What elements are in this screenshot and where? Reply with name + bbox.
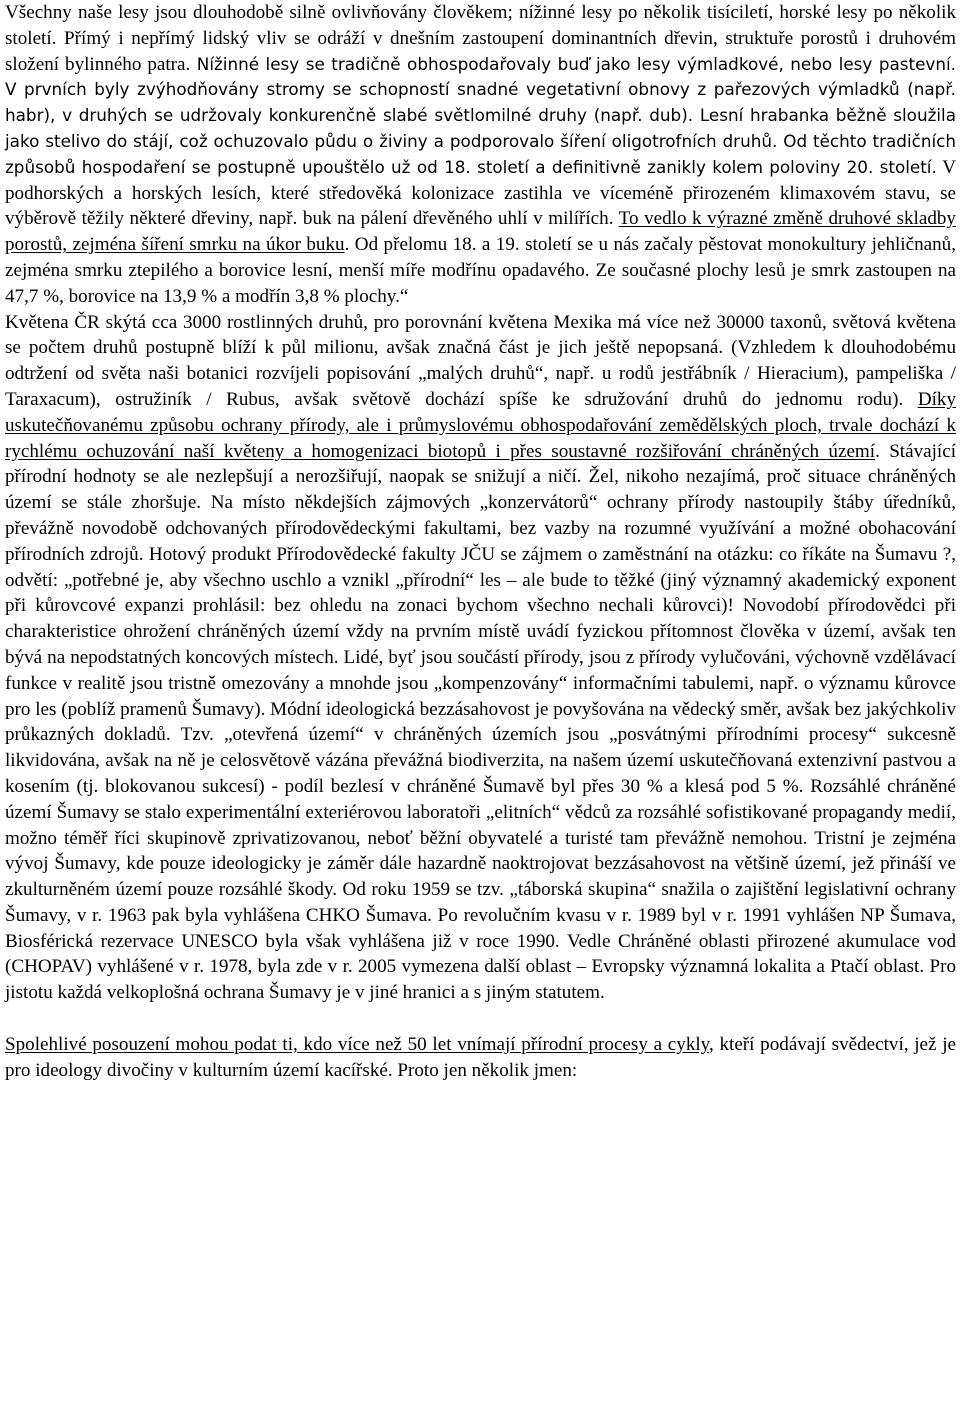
paragraph-flora [5, 310, 956, 1007]
underlined-text-segment: Spolehlivé posouzení mohou podat ti, kdo více než 50 let vnímají přírodní procesy a cykly [5, 1033, 709, 1055]
paragraph-witnesses [5, 1032, 956, 1084]
text-segment-litter: Lesní hrabanka běžně sloužila jako stelivo do stájí, což ochuzovalo půdu o živiny a podporovalo šíření oligotrofních druhů. Od těchto tradičních způsobů hospodaření se postupně upouštělo už od 18. století a definitivně zanikly kolem poloviny 20. století. [5, 105, 957, 177]
underlined-text-segment: Díky uskutečňovanému způsobu ochrany přírody, ale i průmyslovému obhospodařování zemědělských ploch, trvale dochází k rychlému ochuzování naší květeny a homogenizaci biotopů i přes soustavné rozšiřování chráněných území [5, 388, 956, 462]
underlined-text-segment: To vedlo k výrazné změně druhové skladby porostů, zejména šíření smrku na úkor buku [5, 208, 956, 256]
text-segment: Květena ČR skýtá cca 3000 rostlinných druhů, pro porovnání květena Mexika má více než 30000 taxonů, světová květena se počtem druhů postupně blíží k půl milionu, avšak značná část je jich ještě nepopsaná. (Vzhledem k dlouhodobému odtržení od světa naši botanici rozvíjeli popisování „malých druhů“, např. u rodů jestřábník / Hieracium), pampeliška / Taraxacum), ostružiník / Rubus, avšak světově dochází spíše ke sdružování druhů do jednomu rodu). [5, 311, 956, 410]
text-segment: . Od přelomu 18. a 19. století se u nás začaly pěstovat monokultury jehličnanů, zejména smrku ztepilého a borovice lesní, menší míře modřínu opadavého. Ze současné plochy lesů je smrk zastoupen na 47,7 %, borovice na 13,9 % a modřín 3,8 % plochy.“ [5, 234, 956, 307]
paragraph-forest-history [5, 0, 956, 310]
text-segment: Všechny naše lesy jsou dlouhodobě silně ovlivňovány člověkem; nížinné lesy po několik tisíciletí, horské lesy po několik století. Přímý i nepřímý lidský vliv se odráží v dnešním zastoupení dominantních dřevin, struktuře porostů i druhovém složení bylinného patra. [5, 2, 956, 75]
text-segment: , kteří podávají svědectví, jež je pro ideology divočiny v kulturním území kacířské. Proto jen několik jmen: [5, 1033, 956, 1081]
text-segment: V podhorských a horských lesích, které středověká kolonizace zastihla ve víceméně přirozeném klimaxovém stavu, se výběrově těžily některé dřeviny, např. buk na pálení dřevěného uhlí v milířích. [5, 156, 956, 230]
text-segment-lowland-forests: Nížinné lesy se tradičně obhospodařovaly buď jako lesy výmladkové, nebo lesy pastevní. V prvních byly zvýhodňovány stromy se schopností snadné vegetativní obnovy z pařezových výmladků (např. habr), v druhých se udržovaly konkurenčně slabé světlomilné druhy (např. dub). [5, 53, 956, 126]
paragraph-spacer [5, 1006, 956, 1032]
text-segment: . Stávající přírodní hodnoty se ale nezlepšují a nerozšiřují, naopak se snižují a ničí. Žel, nikoho nezajímá, proč situace chráněných území se stále zhoršuje. Na místo někdejších zájmových „konzervátorů“ ochrany přírody nastoupily štáby úředníků, převážně novodobě odchovaných přírodovědeckými fakultami, bez vazby na rozumné využívání a možné obohacování přírodních zdrojů. Hotový produkt Přírodovědecké fakulty JČU se zájmem o zaměstnání na otázku: co říkáte na Šumavu ?, odvětí: „potřebné je, aby všechno uschlo a vznikl „přírodní“ les – ale bude to těžké (jiný významný akademický exponent při kůrovcové expanzi prohlásil: bez ohledu na zonaci bychom všechno nechali kůrovci)! Novodobí přírodovědci při charakteristice ohrožení chráněných území vždy na prvním místě uvádí fyzickou přítomnost člověka v území, avšak ten bývá na nepodstatných koncových místech. Lidé, byť jsou součástí přírody, jsou z přírody vylučováni, výchovně vzdělávací funkce v realitě jsou tristně omezovány a mnohde jsou „kompenzovány“ informačními tabulemi, např. o významu kůrovce pro les (poblíž pramenů Šumavy). Módní ideologická bezzásahovost je povyšována na vědecký směr, avšak bez jakýchkoliv průkazných dokladů. Tzv. „otevřená území“ v chráněných územích jsou „posvátnými přírodními procesy“ sukcesně likvidována, avšak na ně je celosvětově vázána převážná biodiverzita, na našem území uskutečňovaná extenzivní pastvou a kosením (tj. blokovanou sukcesí) - podíl bezlesí v chráněné Šumavě byl přes 30 % a klesá pod 5 %. Rozsáhlé chráněné území Šumavy se stalo experimentální exteriérovou laboratoři „elitních“ vědců za rozsáhlé sofistikované propagandy medií, možno téměř říci skupinově zprivatizovanou, neboť běžní obyvatelé a turisté tam převážně nemohou. Tristní je zejména vývoj Šumavy, kde pouze ideologicky je záměr dále hazardně naoktrojovat bezzásahovost na většině území, jež přináší ve zkulturněném území pouze rozsáhlé škody. Od roku 1959 se tzv. „táborská skupina“ snažila o zajištění legislativní ochrany Šumavy, v r. 1963 pak byla vyhlášena CHKO Šumava. Po revolučním kvasu v r. 1989 byl v r. 1991 vyhlášen NP Šumava, Biosférická rezervace UNESCO byla však vyhlášena již v roce 1990. Vedle Chráněné oblasti přirozené akumulace vod (CHOPAV) vyhlášené v r. 1978, byla zde v r. 2005 vymezena další oblast – Evropsky významná lokalita a Ptačí oblast. Pro jistotu každá velkoplošná ochrana Šumavy je v jiné hranici a s jiným statutem. [5, 440, 957, 1004]
document-page [5, 0, 956, 1083]
